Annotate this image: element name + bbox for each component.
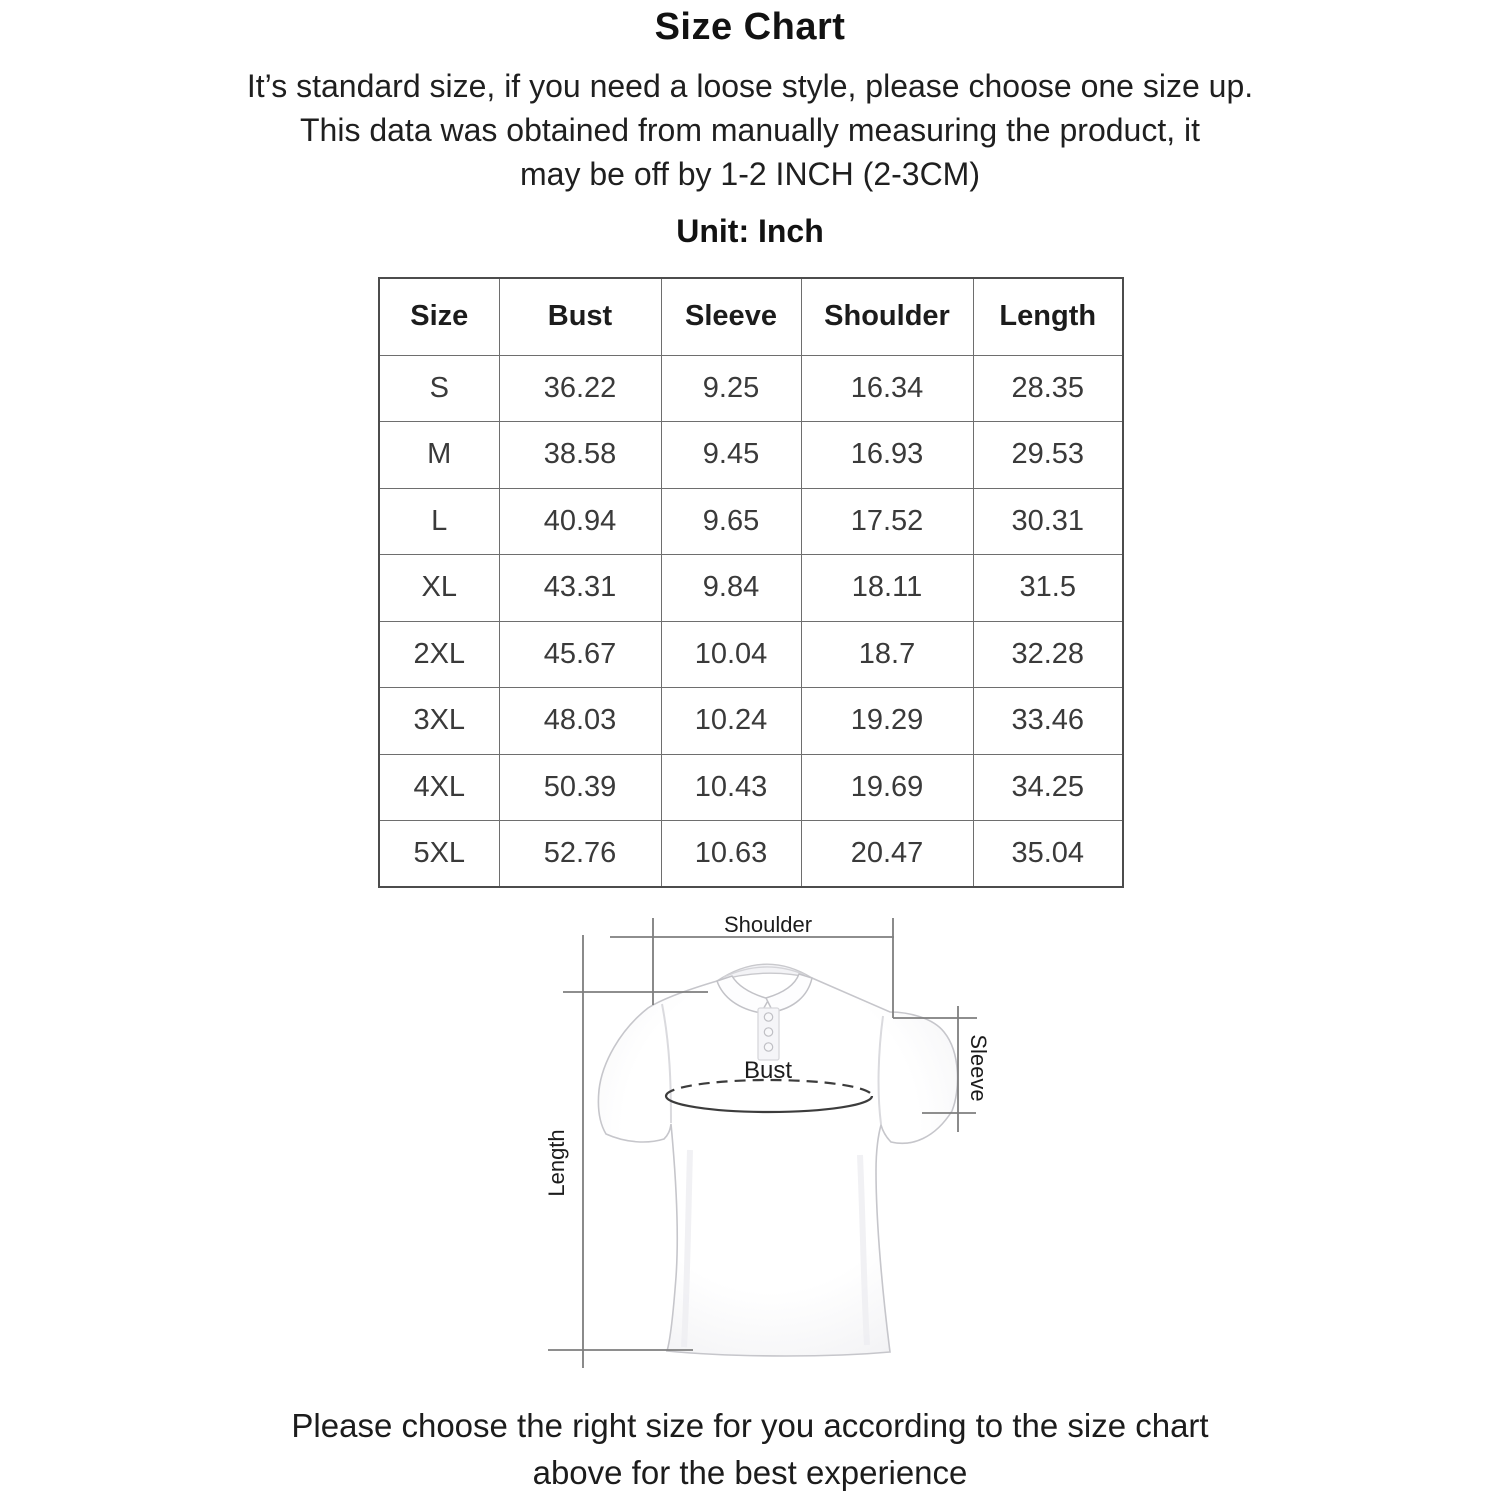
column-header-sleeve: Sleeve [661, 278, 801, 355]
cell-bust: 40.94 [499, 488, 661, 555]
cell-bust: 48.03 [499, 688, 661, 755]
cell-sleeve: 9.84 [661, 555, 801, 622]
cell-length: 33.46 [973, 688, 1123, 755]
cell-shoulder: 16.34 [801, 355, 973, 422]
page-title: Size Chart [654, 6, 846, 48]
cell-sleeve: 10.24 [661, 688, 801, 755]
size-note-line-1: It’s standard size, if you need a loose style, please choose one size up. [246, 68, 1254, 104]
cell-shoulder: 19.69 [801, 754, 973, 821]
cell-bust: 38.58 [499, 422, 661, 489]
length-label: Length [544, 1129, 569, 1197]
cell-length: 30.31 [973, 488, 1123, 555]
cell-size: M [379, 422, 499, 489]
cell-sleeve: 9.25 [661, 355, 801, 422]
unit-label: Unit: Inch [676, 213, 824, 249]
table-row [379, 555, 1123, 622]
cell-sleeve: 9.45 [661, 422, 801, 489]
column-header-bust: Bust [499, 278, 661, 355]
sleeve-label: Sleeve [966, 1034, 991, 1102]
size-table [378, 277, 1124, 888]
cell-shoulder: 19.29 [801, 688, 973, 755]
cell-length: 29.53 [973, 422, 1123, 489]
cell-length: 31.5 [973, 555, 1123, 622]
cell-bust: 50.39 [499, 754, 661, 821]
polo-shirt-diagram [540, 905, 1000, 1375]
size-table-header-row [379, 278, 1123, 355]
table-row [379, 688, 1123, 755]
cell-shoulder: 20.47 [801, 821, 973, 888]
cell-size: 4XL [379, 754, 499, 821]
button [764, 1028, 772, 1036]
cell-shoulder: 18.11 [801, 555, 973, 622]
button [764, 1043, 772, 1051]
cell-size: 5XL [379, 821, 499, 888]
cell-shoulder: 16.93 [801, 422, 973, 489]
measurement-diagram [540, 905, 1000, 1375]
cell-sleeve: 10.04 [661, 621, 801, 688]
cell-size: 3XL [379, 688, 499, 755]
column-header-size: Size [379, 278, 499, 355]
cell-shoulder: 17.52 [801, 488, 973, 555]
cell-bust: 36.22 [499, 355, 661, 422]
cell-bust: 45.67 [499, 621, 661, 688]
table-row [379, 422, 1123, 489]
cell-sleeve: 9.65 [661, 488, 801, 555]
cell-length: 35.04 [973, 821, 1123, 888]
cell-size: S [379, 355, 499, 422]
footer-line-2: above for the best experience [532, 1454, 968, 1491]
cell-size: L [379, 488, 499, 555]
table-row [379, 754, 1123, 821]
column-header-shoulder: Shoulder [801, 278, 973, 355]
table-row [379, 621, 1123, 688]
cell-bust: 52.76 [499, 821, 661, 888]
size-table-container [378, 277, 1122, 888]
cell-length: 28.35 [973, 355, 1123, 422]
table-row [379, 821, 1123, 888]
shoulder-label: Shoulder [723, 912, 813, 937]
cell-bust: 43.31 [499, 555, 661, 622]
cell-size: XL [379, 555, 499, 622]
cell-sleeve: 10.43 [661, 754, 801, 821]
size-note [0, 64, 1500, 196]
cell-size: 2XL [379, 621, 499, 688]
footer-line-1: Please choose the right size for you according to the size chart [291, 1407, 1209, 1444]
cell-length: 32.28 [973, 621, 1123, 688]
cell-sleeve: 10.63 [661, 821, 801, 888]
size-note-line-3: may be off by 1-2 INCH (2-3CM) [520, 156, 980, 192]
button [764, 1013, 772, 1021]
table-row [379, 488, 1123, 555]
table-row [379, 355, 1123, 422]
footer-note [0, 1402, 1500, 1496]
column-header-length: Length [973, 278, 1123, 355]
polo-shirt-illustration [598, 964, 957, 1356]
cell-length: 34.25 [973, 754, 1123, 821]
cell-shoulder: 18.7 [801, 621, 973, 688]
bust-label: Bust [743, 1057, 793, 1084]
size-note-line-2: This data was obtained from manually measuring the product, it [299, 112, 1200, 148]
